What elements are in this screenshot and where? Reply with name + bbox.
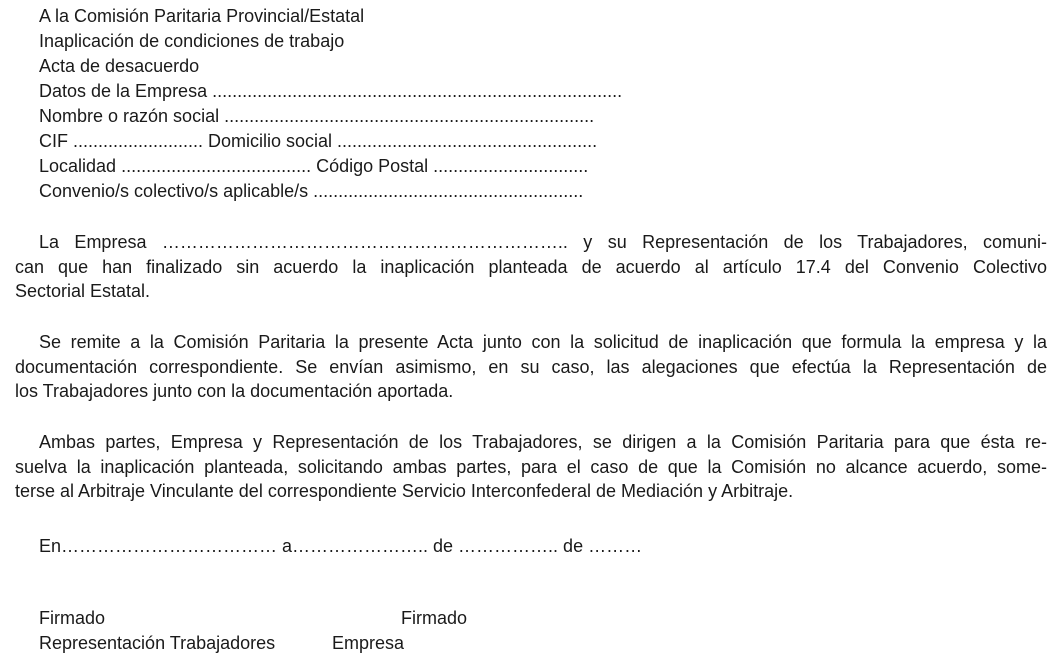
company-data-field: Datos de la Empresa .................................................................................. [39,81,623,101]
company-signed-label: Firmado [401,608,468,628]
workers-signed-label: Firmado [39,608,106,628]
paragraph-line: can que han finalizado sin acuerdo la inaplicación planteada de acuerdo al artículo 17.4 del Convenio Colectivo [15,256,1047,277]
place-date-line: En……………………………… a………………….. de …………….. de ……… [39,536,643,556]
locality-postal-field: Localidad ...................................... Código Postal ............................... [39,156,589,176]
paragraph-line: Ambas partes, Empresa y Representación de los Trabajadores, se dirigen a la Comisión Paritaria para que ésta re- [39,432,1047,452]
paragraph-line: Se remite a la Comisión Paritaria la presente Acta junto con la solicitud de inaplicación que formula la empresa y la [39,332,1047,352]
addressee-line: A la Comisión Paritaria Provincial/Estatal [39,6,365,26]
paragraph-line: documentación correspondiente. Se envían asimismo, en su caso, las alegaciones que efectúa la Representación de [15,356,1047,377]
agreement-field: Convenio/s colectivo/s aplicable/s ...................................................... [39,181,584,201]
cif-address-field: CIF .......................... Domicilio social .................................................... [39,131,598,151]
document-type-line: Acta de desacuerdo [39,56,200,76]
paragraph-submission [15,330,1047,404]
company-name-field: Nombre o razón social .......................................................................... [39,106,595,126]
subject-line: Inaplicación de condiciones de trabajo [39,31,345,51]
paragraph-disagreement [15,230,1047,304]
document-page [15,0,1047,666]
company-party-label: Empresa [332,633,405,653]
paragraph-line: La Empresa ………………………………………………………….. y su Representación de los Trabajadores, comuni- [39,232,1047,252]
workers-party-label: Representación Trabajadores [39,633,276,653]
paragraph-line: suelva la inaplicación planteada, solicitando ambas partes, para el caso de que la Comisión no alcance acuerdo, some- [15,456,1047,477]
paragraph-line: Sectorial Estatal. [15,281,151,301]
paragraph-arbitration [15,430,1047,504]
paragraph-line: los Trabajadores junto con la documentación aportada. [15,381,454,401]
paragraph-line: terse al Arbitraje Vinculante del correspondiente Servicio Interconfederal de Mediación y Arbitraje. [15,481,794,501]
